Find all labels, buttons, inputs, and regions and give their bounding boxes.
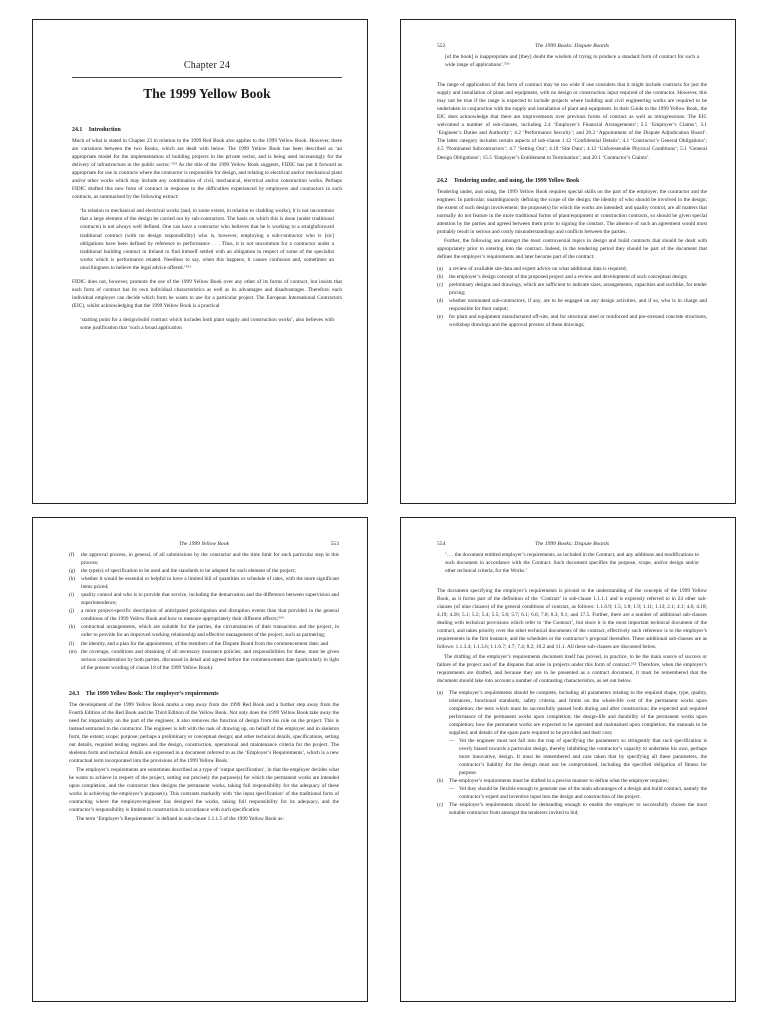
list-item: (c) preliminary designs and drawings, which are sufficient to indicate sizes, arrangements, capacities and suchlike, for tender pricing; <box>437 282 707 297</box>
sub-item: — Yet they should be flexible enough to generate one of the main advantages of a design and build contract, namely the contractor’s expert and inventive input into the design and construction of the project. <box>449 786 707 801</box>
sub-item: — Yet the engineer must not fall into the trap of specifying the parameters so stringently that such specification is overly biased towards a particular design, thereby inhibiting the contractor’s capacity to undertake his own, perhaps more innovative, design. It must be remembered and care taken that by specifying all these parameters, the contractor’s liability for the design must not be compromised, including the specified obligation of fitness for purpose. <box>449 737 707 777</box>
chapter-label: Chapter 24 <box>183 60 231 71</box>
list-item: (m) the coverage, conditions and obtaining of all necessary insurance policies; and responsibilities for these, must be given serious consideration by both parties, discussed in detail and agreed before the commencement date (particularly in light of the present wording of clause 18 of the 1999 Yellow Book). <box>69 648 339 671</box>
paragraph: The range of application of this form of contract may be too wide if one considers that it might include contracts for just the supply and installation of plant and equipment, with no design or construction input required of the contractor. However, this may not be true if the range is expected to include projects where building and civil engineering works are required to be undertaken in conjunction with the supply and installation of plant and equipment. In their Guide to the 1999 Yellow Book, the EIC does acknowledge that there are improvements over previous forms of contract as well as retrogressions. The EIC welcomed a number of sub-clauses, including 2.4 ‘Employer’s Financial Arrangements’; 2.5 ‘Employer’s Claims’; 3.1 ‘Engineer’s Duties and Authority’; 4.2 ‘Performance Security’; and 20.2 ‘Appointment of the Dispute Adjudication Board’. The latter category includes certain aspects of sub-clause 1.12 ‘Confidential Details’; 4.1 ‘Contractor’s General Obligations’; 4.5 ‘Nominated Subcontractors’; 4.7 ‘Setting Out’; 4.10 ‘Site Data’; 4.12 ‘Unforeseeable Physical Conditions’; 5.1 ‘General Design Obligations’; 15.5 ‘Employer’s Entitlement to Termination’; and 20.1 ‘Contractor’s Claims’. <box>437 82 707 161</box>
section-heading <box>69 691 339 697</box>
paragraph: Much of what is stated in Chapter 23 in relation to the 1999 Red Book also applies to the 1999 Yellow Book. However, there are variations between the two Books, which are dealt with below. The 1999 Yellow Book has been described as ‘an appropriate model for the implementation of building projects in the private sector, and is being used increasingly for the delivery of infrastructure in the public sector.’⁵⁵¹ As the title of the 1999 Yellow Book suggests, FIDIC has put it forward as appropriate for use in contracts where the contractor is responsible for design, and relating to electrical and/or mechanical plant and/or other works which may include any combination of civil, mechanical, electrical and/or construction works. Perhaps FIDIC drafted this new form of contract in response to the difficulties experienced by employers and contractors in such contracts, as summarised by the following extract: <box>72 138 342 201</box>
running-header <box>437 43 707 53</box>
book-page-553 <box>32 517 368 1002</box>
list-item: (g) the type(s) of specification to be used and the standards to be adopted for each element of the project; <box>69 568 297 575</box>
page-number: 554 <box>437 541 446 547</box>
paragraph: The document specifying the employer’s requirements is pivotal to the understanding of the concepts of the 1999 Yellow Book, as it forms part of the definition of the ‘Contract’ in sub-clause 1.1.1.1 and is expressly referred to in 24 other sub-clauses (of nine clauses) of the general conditions of contract, as follows: 1.1.6.9; 1.5; 1.8; 1.9; 1.11; 1.13; 2.1; 4.1; 4.6; 4.18; 4.19; 4.20; 5.1; 5.2; 5.4; 5.5; 5.6; 5.7; 6.1; 6.6; 7.8; 8.3; 9.1; and 17.5. Further, there are a number of additional sub-clauses dealing with technical provisions which refer to ‘the Contract’, but since it is the most important technical document of the contract, and takes priority over the other technical documents of the contract, effectively such reference is to the employer’s requirements in the first instance, and the schedules or the contractor’s proposal thereafter. These additional sub-clauses are as follows: 1.1.3.4; 1.1.3.6; 1.1.6.7; 4.7; 7.4; 8.2; 10.2 and 11.1. All these sub-clauses are discussed below. <box>437 588 707 651</box>
list-item: (a) a review of available site data and expert advice on what additional data is required; <box>437 265 627 272</box>
list-item: (a) The employer’s requirements should be complete, including all parameters relating to the required shape, type, quality, tolerances, functional standards, safety criteria, and limits on the whole-life cost of the permanent works upon completion; the tests which must be successfully passed both during and after construction; the expected and required performance of the permanent works upon completion; the design-life and durability of the permanent works upon completion; how the permanent works are expected to be operated and maintained upon completion; the manuals to be supplied; and details of the spare parts required to be provided and their cost; — Yet the engineer must not fall into the trap of specifying the parameters so stringently that such specification is overly biased towards a particular design, thereby inhibiting the contractor’s capacity to undertake his own, perhaps more innovative, design. It must be remembered and care taken that by specifying all these parameters, the contractor’s liability for the design must not be compromised, including the specified obligation of fitness for purpose. <box>437 689 707 777</box>
requirements-list <box>69 551 339 672</box>
paragraph: Tendering under, and using, the 1999 Yellow Book requires special skills on the part of the employer, the contractor and the engineer. In particular, unambiguously defining the scope of the design; the identity of who should be involved in the design; the extent of such design involvement; the purpose(s) for which the works are intended; and quality control, are all matters that normally do not feature in the more traditional forms of plant/equipment or construction contracts, so should be given special attention by the parties and agreed between them prior to signing the contract. The absence of such an agreement would most probably result in serious and costly misunderstandings and conflicts between the parties. <box>437 188 707 235</box>
section-heading <box>72 127 342 133</box>
list-item: (f) the approval process, in general, of all submissions by the contractor and the time limit for each particular step in this process; <box>69 552 339 567</box>
chapter-rule <box>72 77 342 78</box>
list-item: (b) The employer’s requirements must be drafted in a precise manner to define what the employer requires; — Yet they should be flexible enough to generate one of the main advantages of a design and build contract, namely the contractor’s expert and inventive input into the design and construction of the project. <box>437 778 707 801</box>
requirements-list <box>437 265 707 329</box>
block-quote: ‘. . . the document entitled employer’s requirements, as included in the Contract, and any additions and modifications to such document in accordance with the Contract. Such document specifies the purpose, scope, and/or design and/or other technical criteria, for the Works.’ <box>445 552 699 575</box>
block-quote: ‘starting point for a design/build contract which includes both plant supply and construction works’, also believes with some justification that ‘such a broad application <box>80 316 334 331</box>
section-number: 24.3 <box>69 690 80 697</box>
list-item: (j) a more project-specific description of anticipated prolongation and disruption events than that provided in the general conditions of the 1999 Yellow Book and how to measure appropriately their different effects;⁵⁵⁴ <box>69 608 339 623</box>
paragraph: Further, the following are amongst the most controversial topics in design and build contracts that should be dealt with appropriately prior to entering into the contract. Indeed, in the tendering period they should be part of the document that defines the employer’s requirements and later become part of the contract: <box>437 237 707 260</box>
section-title: Tendering under, and using, the 1999 Yellow Book <box>453 177 580 184</box>
section-number: 24.1 <box>72 127 83 133</box>
running-header <box>69 541 339 551</box>
paragraph: The development of the 1999 Yellow Book marks a step away from the 1999 Red Book and a further step away from the Fourth Edition of the Red Book and the Third Edition of the Yellow Book. Not only does the 1999 Yellow Book take away the need for impartiality on the part of the engineer, it also removes the function of design from his role on the project. This is instead entrusted to the contractor. The engineer is left with the task of drawing up, on behalf of the employer and in skeleton form, the extent; scope; purpose; perhaps a preliminary or conceptual design; and other technical details, specifications, setting out details, required testing regimes and the design, construction, operational and maintenance criteria for the project. The skeleton form and technical details are expressed in a document referred to as the ‘Employer’s Requirements’, which is a new contractual term incorporated into the provisions of the 1999 Yellow Book. <box>69 701 339 765</box>
paragraph: The employer’s requirements are sometimes described as a type of ‘output specification’, in that the employer decides what he wants to achieve in respect of the project, setting out precisely the purpose(s) for which the permanent works are intended upon completion, and the contractor then designs the permanent works, taking full responsibility for the adequacy of these works in achieving the employer’s purpose(s). This contrasts markedly with ‘the input specification’ of the traditional form of contracting where the employer/engineer has designed the works, taking full responsibility for its adequacy, and the contractor’s responsibility is limited to construction in accordance with such specification. <box>69 767 339 814</box>
book-page-554 <box>400 517 736 1002</box>
running-header <box>437 541 707 551</box>
page-number: 553 <box>330 541 339 547</box>
block-quote: [of the book] is inappropriate and [they] doubt the wisdom of trying to produce a standard form of contract for such a wide range of applications’.⁵⁵³ <box>445 54 699 69</box>
page-number: 552 <box>437 43 446 49</box>
running-title: The 1999 Books: Dispute Boards <box>534 43 610 49</box>
section-number: 24.2 <box>437 177 448 184</box>
paragraph: FIDIC does not, however, promote the use of the 1999 Yellow Book over any other of its forms of contract, but insists that each form of contract has its own individual characteristics as well as its advantages and disadvantages. Therefore, each individual employer can decide which form he wants to use for a particular project. The European International Contractors (EIC), whilst acknowledging that the 1999 Yellow Book is a practical <box>72 278 342 309</box>
list-item: (d) whether nominated sub-contractors, if any, are to be engaged on any design activities, and if so, who is in charge and responsible for their output; <box>437 298 707 313</box>
book-page-552 <box>400 19 736 504</box>
block-quote: ‘In relation to mechanical and electrical works (and, to some extent, in relation to cladding works), it is not uncommon that a large element of the design be carried out by sub-contractors. The basis on which this is done (under traditional contracts) is not always well defined. One can have a contractor who believes that he is working to a straightforward traditional contract (with no design responsibility) who is, however, employing a sub-contractor who is [sic] obligations have been defined by reference to performance . . . Thus, it is not uncommon for a contractor under a traditional building contract in Ireland to find himself settled with an obligation in respect of some of the specialist works which is performance related. Needless to say, when this happens, it causes confusion and, sometimes an unwillingness to believe the legal advice offered.’⁵⁵² <box>80 208 334 271</box>
list-item: (l) the identity, and a plan for the appointment, of the members of the Dispute Board from the commencement date; and <box>69 640 329 647</box>
section-heading <box>437 178 707 184</box>
list-item: (h) whether it would be essential or helpful to have a limited bill of quantities or schedule of rates, with the more significant items priced; <box>69 576 339 591</box>
list-item: (b) the employer’s design concept of the proposed project and a review and development of such conceptual design; <box>437 274 688 281</box>
section-title: The 1999 Yellow Book: The employer’s requirements <box>85 690 219 697</box>
requirements-list <box>437 689 707 818</box>
section-title: Introduction <box>88 127 121 133</box>
list-item: (k) contractual arrangements, which are suitable for the parties, the circumstances of their transaction and the project, in order to provide for an improved working relationship and effective management of the project, such as partnering; <box>69 624 339 639</box>
list-item: (i) quality control and who is to provide that service, including the demarcation and the difference between supervision and superintendence; <box>69 592 339 607</box>
list-item: (e) for plant and equipment manufactured off-site, and for structural steel or reinforced and pre-stressed concrete structures, workshop drawings and the approval process of these drawings; <box>437 314 707 329</box>
paragraph: The drafting of the employer’s requirements document itself has proved, in practice, to be the main source of success or failure of the project and of the disputes that arise in projects under this form of contract.⁵⁵⁵ Therefore, when the employer’s requirements are drafted, and because they are to be presented as a contract document, it must be remembered that the document should take into account a number of contrasting characteristics, as set out below. <box>437 653 707 684</box>
book-page-551 <box>32 19 368 504</box>
paragraph: The term ‘Employer’s Requirements’ is defined in sub-clause 1.1.1.5 of the 1999 Yellow Book as: <box>76 816 284 823</box>
list-item: (c) The employer’s requirements should be demanding enough to enable the employer to successfully choose the most suitable contractor from amongst the tenderers invited to bid; <box>437 802 707 817</box>
running-title: The 1999 Books: Dispute Boards <box>534 541 610 547</box>
running-title: The 1999 Yellow Book <box>179 541 229 547</box>
chapter-title: The 1999 Yellow Book <box>143 86 271 101</box>
